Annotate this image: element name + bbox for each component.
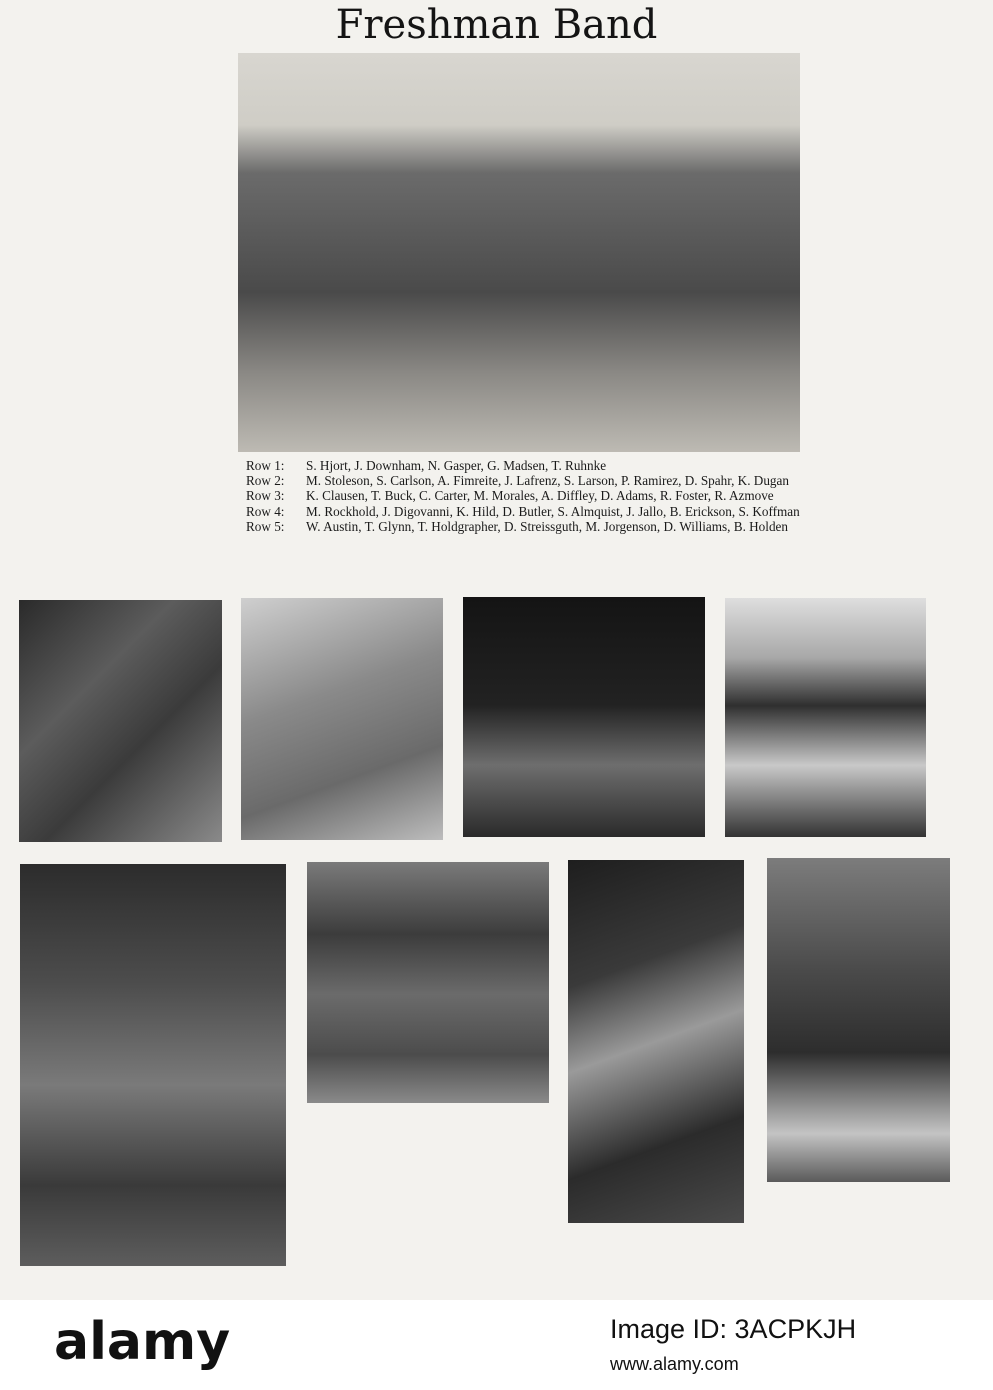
- watermark-url: www.alamy.com: [610, 1354, 739, 1374]
- watermark-image-id: Image ID: 3ACPKJH: [610, 1314, 857, 1344]
- marching-uniform-photo: [725, 598, 926, 837]
- caption-row-2: [246, 474, 816, 487]
- caption-row-label: Row 2:: [246, 473, 285, 489]
- caption-row-names: M. Stoleson, S. Carlson, A. Fimreite, J. Lafrenz, S. Larson, P. Ramirez, D. Spahr, K. Dugan: [306, 473, 789, 489]
- caption-row-1: [246, 459, 816, 472]
- caption-row-label: Row 5:: [246, 518, 285, 534]
- page-title: Freshman Band: [335, 2, 658, 48]
- caption-row-names: S. Hjort, J. Downham, N. Gasper, G. Madsen, T. Ruhnke: [306, 458, 607, 473]
- caption-row-3: [246, 489, 816, 502]
- caption-row-label: Row 3:: [246, 488, 285, 504]
- stage-bass-cello-photo: [463, 597, 705, 837]
- group-photo: [238, 53, 800, 452]
- saxophone-field-photo: [307, 862, 549, 1103]
- violinist-photo: [568, 860, 744, 1223]
- group-photo-caption: [246, 459, 816, 535]
- watermark-logo: alamy: [54, 1312, 231, 1372]
- caption-row-names: W. Austin, T. Glynn, T. Holdgrapher, D. Streissguth, M. Jorgenson, D. Williams, B. Holden: [306, 518, 788, 534]
- caption-row-label: Row 4:: [246, 503, 285, 519]
- drummer-photo: [767, 858, 950, 1182]
- clarinet-player-photo: [241, 598, 443, 840]
- trombone-line-photo: [20, 864, 286, 1266]
- caption-row-names: K. Clausen, T. Buck, C. Carter, M. Morales, A. Diffley, D. Adams, R. Foster, R. Azmove: [306, 488, 774, 504]
- caption-row-names: M. Rockhold, J. Digovanni, K. Hild, D. Butler, S. Almquist, J. Jallo, B. Erickson, S. Koffman: [306, 503, 800, 519]
- caption-row-label: Row 1:: [246, 458, 285, 473]
- orchestra-strings-photo: [19, 600, 222, 842]
- caption-row-5: [246, 520, 816, 533]
- caption-row-4: [246, 505, 816, 518]
